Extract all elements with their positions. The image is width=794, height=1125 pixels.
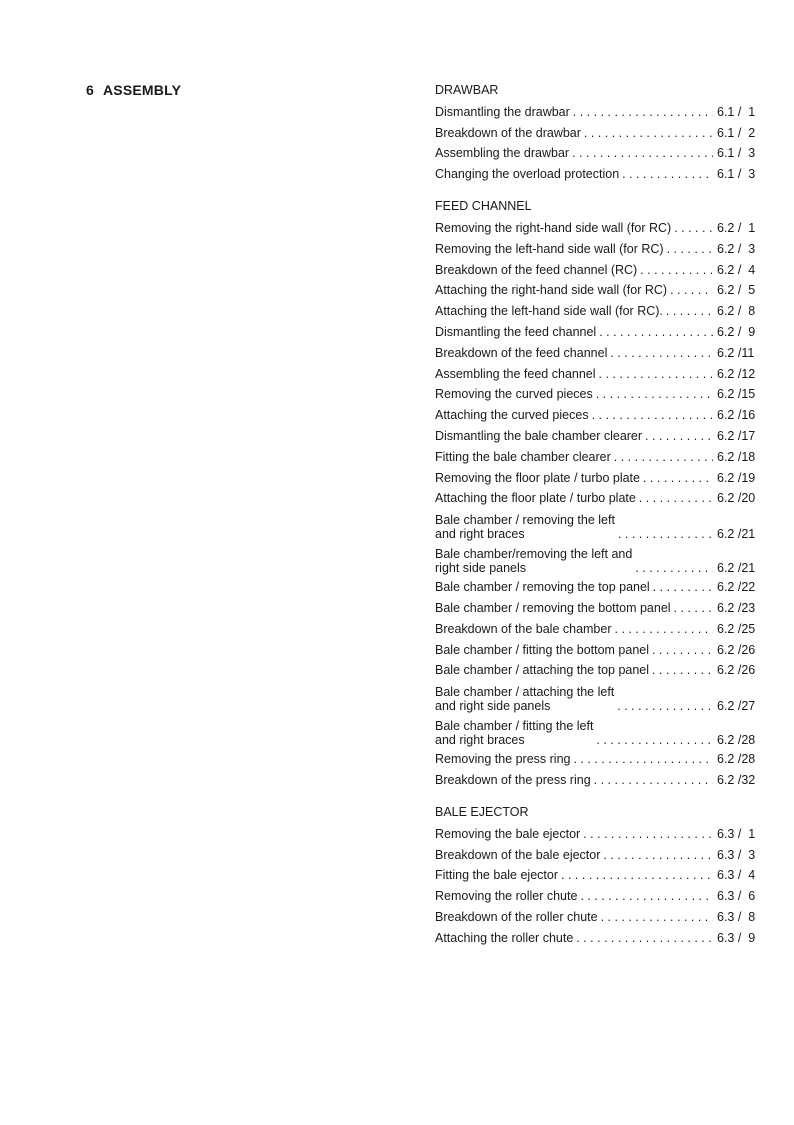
dot-leader [596, 386, 713, 403]
toc-entry [435, 424, 759, 445]
entry-page-ref: 6.2 / 9 [717, 324, 756, 339]
entry-title: Bale chamber / attaching the left and right side panels [435, 685, 615, 714]
entry-page-ref: 6.2 /32 [717, 772, 756, 787]
toc-entry [435, 100, 759, 121]
toc-entry [435, 279, 759, 300]
toc-entry [435, 638, 759, 659]
entry-page-ref: 6.2 /12 [717, 366, 756, 381]
entry-title: Attaching the floor plate / turbo plate [435, 491, 636, 506]
entry-title: Breakdown of the drawbar [435, 125, 581, 140]
toc-entry [435, 487, 759, 508]
toc-entry [435, 237, 759, 258]
toc-section [435, 197, 759, 789]
toc-entry [435, 659, 759, 680]
dot-leader [592, 407, 713, 424]
toc-entry [435, 905, 759, 926]
toc-entry [435, 617, 759, 638]
entry-title: Breakdown of the feed channel [435, 345, 608, 360]
dot-leader [599, 366, 713, 383]
dot-leader [599, 324, 713, 341]
dot-leader [670, 282, 713, 299]
entry-title: Fitting the bale ejector [435, 868, 558, 883]
dot-leader [580, 888, 713, 905]
entry-title: Removing the roller chute [435, 889, 578, 904]
entry-page-ref: 6.1 / 3 [717, 167, 756, 182]
entry-title: Breakdown of the feed channel (RC) [435, 262, 638, 277]
entry-title: Bale chamber / removing the top panel [435, 580, 650, 595]
dot-leader [596, 733, 713, 747]
entry-title: Assembling the feed channel [435, 366, 596, 381]
entry-page-ref: 6.2 /11 [717, 345, 755, 360]
entry-title: Removing the right-hand side wall (for RC) [435, 220, 672, 235]
toc-entry [435, 320, 759, 341]
toc-entry [435, 713, 759, 747]
entry-page-ref: 6.2 / 8 [717, 304, 756, 319]
table-of-contents [435, 81, 759, 961]
dot-leader [576, 930, 713, 947]
entry-page-ref: 6.2 /25 [717, 621, 756, 636]
toc-entry [435, 445, 759, 466]
entry-title: Removing the curved pieces [435, 387, 593, 402]
dot-leader [643, 470, 713, 487]
toc-entry [435, 541, 759, 575]
entry-title: Attaching the roller chute [435, 930, 574, 945]
toc-entry [435, 142, 759, 163]
entry-title: Bale chamber / attaching the top panel [435, 663, 650, 678]
toc-entry [435, 162, 759, 183]
toc-entry [435, 884, 759, 905]
entry-title: Bale chamber / removing the bottom panel [435, 600, 671, 615]
entry-page-ref: 6.2 /18 [717, 449, 756, 464]
dot-leader [645, 428, 713, 445]
dot-leader [583, 826, 713, 843]
toc-entry [435, 362, 759, 383]
dot-leader [635, 561, 713, 575]
entry-title: Attaching the right-hand side wall (for RC) [435, 283, 668, 298]
toc-section [435, 81, 759, 183]
dot-leader [603, 847, 713, 864]
entry-title: Changing the overload protection [435, 167, 620, 182]
dot-leader [674, 600, 713, 617]
toc-section [435, 803, 759, 947]
entry-title: Breakdown of the roller chute [435, 909, 598, 924]
entry-title: Bale chamber/removing the left and right side panels [435, 547, 633, 576]
entry-title: Bale chamber / fitting the bottom panel [435, 642, 650, 657]
entry-page-ref: 6.3 / 8 [717, 909, 756, 924]
dot-leader [640, 262, 713, 279]
dot-leader [652, 662, 713, 679]
dot-leader [594, 772, 713, 789]
entry-page-ref: 6.2 /28 [717, 733, 756, 748]
dot-leader [601, 909, 713, 926]
entry-page-ref: 6.3 / 4 [717, 868, 756, 883]
chapter-number: 6 [86, 82, 94, 98]
entry-page-ref: 6.2 / 3 [717, 241, 756, 256]
toc-entry [435, 121, 759, 142]
dot-leader [652, 642, 713, 659]
entry-page-ref: 6.2 /15 [717, 387, 756, 402]
entry-page-ref: 6.2 /19 [717, 470, 756, 485]
toc-entry [435, 383, 759, 404]
entry-page-ref: 6.2 /23 [717, 600, 756, 615]
entry-title: Removing the press ring [435, 752, 571, 767]
dot-leader [666, 303, 713, 320]
toc-entry [435, 299, 759, 320]
toc-entry [435, 747, 759, 768]
entry-page-ref: 6.2 /21 [717, 527, 756, 542]
chapter-heading [86, 82, 181, 98]
toc-entry [435, 403, 759, 424]
toc-entry [435, 926, 759, 947]
entry-title: Attaching the curved pieces [435, 408, 589, 423]
entry-title: Attaching the left-hand side wall (for RC). [435, 304, 663, 319]
toc-entry [435, 864, 759, 885]
entry-title: Breakdown of the press ring [435, 772, 591, 787]
entry-page-ref: 6.2 /17 [717, 428, 756, 443]
toc-entry [435, 822, 759, 843]
dot-leader [674, 220, 713, 237]
toc-entry [435, 341, 759, 362]
entry-title: Removing the left-hand side wall (for RC) [435, 241, 664, 256]
entry-title: Breakdown of the bale ejector [435, 847, 601, 862]
dot-leader [622, 166, 713, 183]
entry-page-ref: 6.2 /26 [717, 663, 756, 678]
entry-page-ref: 6.2 / 4 [717, 262, 756, 277]
entry-page-ref: 6.1 / 2 [717, 125, 756, 140]
entry-title: Dismantling the feed channel [435, 324, 597, 339]
entry-page-ref: 6.3 / 3 [717, 847, 756, 862]
dot-leader [617, 699, 713, 713]
entry-title: Removing the bale ejector [435, 826, 581, 841]
entry-title: Breakdown of the bale chamber [435, 621, 612, 636]
entry-page-ref: 6.2 /21 [717, 561, 756, 576]
entry-page-ref: 6.2 /20 [717, 491, 756, 506]
toc-entry [435, 466, 759, 487]
dot-leader [573, 751, 713, 768]
toc-entry [435, 679, 759, 713]
entry-title: Dismantling the drawbar [435, 104, 570, 119]
toc-entry [435, 258, 759, 279]
entry-page-ref: 6.2 /26 [717, 642, 756, 657]
entry-title: Bale chamber / fitting the left and right braces [435, 719, 594, 748]
dot-leader [618, 527, 713, 541]
dot-leader [573, 104, 713, 121]
dot-leader [667, 241, 713, 258]
entry-page-ref: 6.2 / 5 [717, 283, 756, 298]
toc-entry [435, 507, 759, 541]
entry-page-ref: 6.2 /28 [717, 752, 756, 767]
toc-entry [435, 216, 759, 237]
entry-page-ref: 6.3 / 1 [717, 826, 756, 841]
entry-title: Assembling the drawbar [435, 146, 570, 161]
entry-page-ref: 6.2 /22 [717, 580, 756, 595]
entry-title: Fitting the bale chamber clearer [435, 449, 611, 464]
entry-page-ref: 6.1 / 3 [717, 146, 756, 161]
section-title: FEED CHANNEL [435, 199, 532, 214]
section-title: BALE EJECTOR [435, 804, 529, 819]
toc-entry [435, 596, 759, 617]
entry-page-ref: 6.2 /16 [717, 408, 756, 423]
entry-page-ref: 6.3 / 6 [717, 889, 756, 904]
entry-page-ref: 6.3 / 9 [717, 930, 756, 945]
dot-leader [561, 867, 713, 884]
toc-entry [435, 768, 759, 789]
toc-entry [435, 575, 759, 596]
dot-leader [614, 449, 713, 466]
dot-leader [572, 145, 713, 162]
chapter-title: ASSEMBLY [103, 82, 182, 98]
dot-leader [610, 345, 713, 362]
entry-page-ref: 6.2 /27 [717, 699, 756, 714]
section-title: DRAWBAR [435, 83, 499, 97]
entry-page-ref: 6.1 / 1 [717, 104, 756, 119]
dot-leader [639, 490, 713, 507]
entry-title: Bale chamber / removing the left and right braces [435, 513, 615, 542]
dot-leader [615, 621, 714, 638]
dot-leader [653, 579, 713, 596]
toc-entry [435, 843, 759, 864]
entry-title: Dismantling the bale chamber clearer [435, 428, 643, 443]
entry-title: Removing the floor plate / turbo plate [435, 470, 640, 485]
entry-page-ref: 6.2 / 1 [717, 220, 756, 235]
dot-leader [584, 125, 713, 142]
